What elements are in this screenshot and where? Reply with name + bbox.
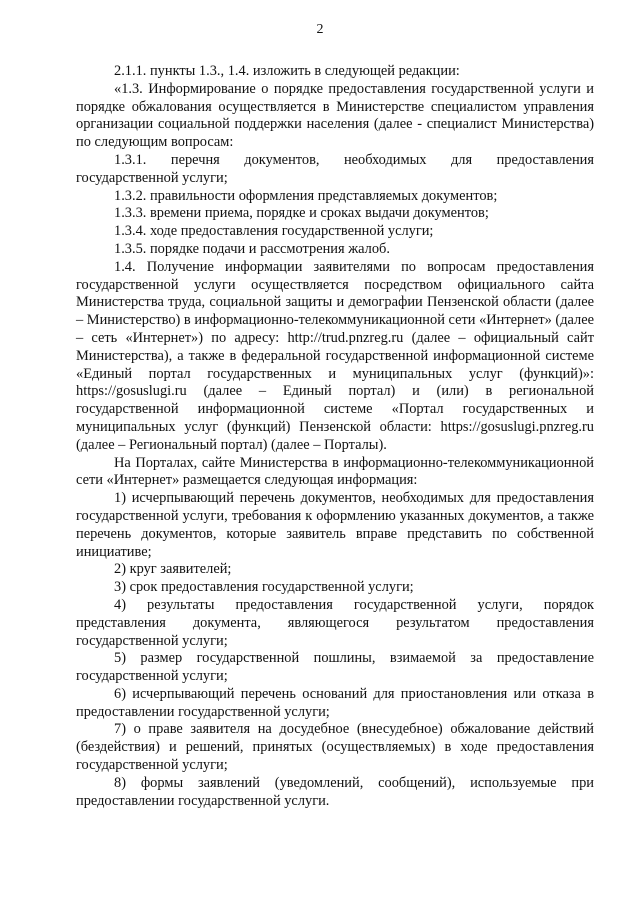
list-item-2: 2) круг заявителей; [114,561,232,578]
list-item-8: 8) формы заявлений (уведомлений, сообщений), используемые при предоставлении государственной услуги. [76,774,594,809]
paragraph-portals-info: На Порталах, сайте Министерства в информационно-телекоммуникационной сети «Интернет» размещается следующая информация: [76,454,594,489]
page-number: 2 [316,22,324,37]
paragraph-amendment-intro: 2.1.1. пункты 1.3., 1.4. изложить в следующей редакции: [114,63,460,79]
document-body [76,63,594,810]
list-item-3: 3) срок предоставления государственной услуги; [114,579,414,596]
paragraph-1-3-5: 1.3.5. порядке подачи и рассмотрения жалоб. [114,240,390,257]
paragraph-1-3-3: 1.3.3. времени приема, порядке и сроках выдачи документов; [114,205,489,222]
list-item-5: 5) размер государственной пошлины, взимаемой за предоставление государственной услуги; [76,650,594,685]
paragraph-1-3-1: 1.3.1. перечня документов, необходимых для предоставления государственной услуги; [76,151,594,186]
paragraph-1-4: 1.4. Получение информации заявителями по вопросам предоставления государственной услуги осуществляется посредством официального сайта Министерства труда, социальной защиты и демографии Пензенской области (далее – Министерство) в информационно-телекоммуникационной сети «Интернет» (далее – сеть «Интернет») по адресу: http://trud.pnzreg.ru (далее – официальный сайт Министерства), а также в федеральной государственной информационной системе «Единый портал государственных и муниципальных услуг (функций)»: https://gosuslugi.ru (далее – Единый портал) и (или) в региональной государственной информационной системе «Портал государственных и муниципальных услуг (функций) Пензенской области: https://gosuslugi.pnzreg.ru (далее – Региональный портал) (далее – Порталы). [76,258,594,453]
list-item-1: 1) исчерпывающий перечень документов, необходимых для предоставления государственной услуги, требования к оформлению указанных документов, а также перечень документов, которые заявитель вправе представить по собственной инициативе; [76,490,594,560]
paragraph-1-3: «1.3. Информирование о порядке предоставления государственной услуги и порядке обжалования осуществляется в Министерстве специалистом управления организации социальной поддержки населения (далее - специалист Министерства) по следующим вопросам: [76,80,594,151]
list-item-6: 6) исчерпывающий перечень оснований для приостановления или отказа в предоставлении государственной услуги; [76,685,594,720]
paragraph-1-3-2: 1.3.2. правильности оформления представляемых документов; [114,187,498,204]
list-item-4: 4) результаты предоставления государственной услуги, порядок представления документа, являющегося результатом предоставления государственной услуги; [76,596,594,649]
list-item-7: 7) о праве заявителя на досудебное (внесудебное) обжалование действий (бездействия) и решений, принятых (осуществляемых) в ходе предоставления государственной услуги; [76,721,594,774]
paragraph-1-3-4: 1.3.4. ходе предоставления государственной услуги; [114,223,434,240]
